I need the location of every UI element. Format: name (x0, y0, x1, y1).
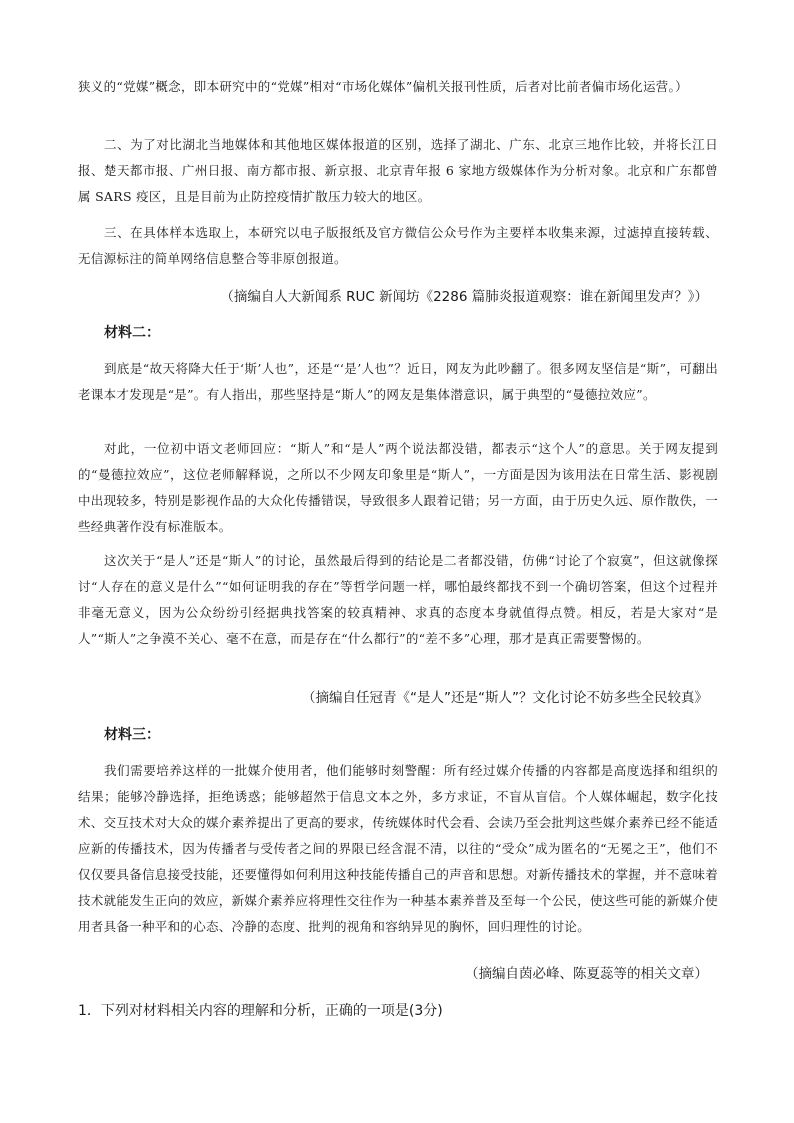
source-citation-one: （摘编自人大新闻系 RUC 新闻坊《2286 篇肺炎报道观察：谁在新闻里发声？》） (220, 289, 708, 305)
material-three-paragraph: 我们需要培养这样的一批媒介使用者，他们能够时刻警醒：所有经过媒介传播的内容都是高度选择和组织的结果；能够冷静选择，拒绝诱惑；能够超然于信息文本之外，多方求证，不盲从盲信。个人媒体崛起，数字化技术、交互技术对大众的媒介素养提出了更高的要求，传统媒体时代会看、会读乃至会批判这些媒介素养已经不能适应新的传播技术，因为传播者与受传者之间的界限已经含混不清，以往的“受众”成为匿名的“无冕之王”，他们不仅仅要具备信息接受技能，还要懂得如何利用这种技能传播自己的声音和思想。对新传播技术的掌握，并不意味着技术就能发生正向的效应，新媒介素养应将理性交往作为一种基本素养普及至每一个公民，使这些可能的新媒介使用者具备一种平和的心态、冷静的态度、批判的视角和容纳异见的胸怀，回归理性的讨论。 (78, 763, 719, 934)
heading-material-two: 材料二： (104, 325, 160, 341)
paragraph-two: 二、为了对比湖北当地媒体和其他地区媒体报道的区别，选择了湖北、广东、北京三地作比较，并将长江日报、楚天都市报、广州日报、南方都市报、新京报、北京青年报 6 家地方级媒体作为分析对象。北京和广东都曾属 SARS 疫区，且是目前为止防控疫情扩散压力较大的地区。 (78, 137, 718, 204)
material-two-paragraph-1: 到底是“故天将降大任于‘斯’人也”，还是“‘是’人也”？近日，网友为此吵翻了。很多网友坚信是“斯”，可翻出老课本才发现是“是”。有人指出，那些坚持是“斯人”的网友是集体潜意识，属于典型的“曼德拉效应”。 (78, 361, 718, 402)
material-two-paragraph-3: 这次关于“是人”还是“斯人”的讨论，虽然最后得到的结论是二者都没错，仿佛“讨论了个寂寞”，但这就像探讨“人存在的意义是什么”“如何证明我的存在”等哲学问题一样，哪怕最终都找不到一个确切答案，但这个过程并非毫无意义，因为公众纷纷引经据典找答案的较真精神、求真的态度本身就值得点赞。相反，若是大家对“是人”“斯人”之争漠不关心、毫不在意，而是存在“什么都行”的“差不多”心理，那才是真正需要警惕的。 (78, 553, 718, 646)
paragraph-intro-end: 狭义的“党媒”概念，即本研究中的“党媒”相对“市场化媒体”偏机关报刊性质，后者对比前者偏市场化运营。） (78, 79, 688, 94)
paragraph-three: 三、在具体样本选取上，本研究以电子版报纸及官方微信公众号作为主要样本收集来源，过滤掉直接转载、无信源标注的简单网络信息整合等非原创报道。 (78, 225, 718, 266)
source-citation-three: （摘编自茵必峰、陈夏蕊等的相关文章） (465, 966, 708, 982)
material-two-paragraph-2: 对此，一位初中语文老师回应：“斯人”和“是人”两个说法都没错，都表示“这个人”的意思。关于网友提到的“曼德拉效应”，这位老师解释说，之所以不少网友印象里是“斯人”，一方面是因为该用法在日常生活、影视剧中出现较多，特别是影视作品的大众化传播错误，导致很多人跟着记错；另一方面，由于历史久远、原作散佚，一些经典著作没有标准版本。 (78, 441, 719, 534)
heading-material-three: 材料三： (104, 727, 160, 743)
source-citation-two: （摘编自任冠青《“是人”还是“斯人”？文化讨论不妨多些全民较真》 (302, 690, 708, 706)
question-one: 1．下列对材料相关内容的理解和分析，正确的一项是(3分) (78, 1003, 443, 1019)
